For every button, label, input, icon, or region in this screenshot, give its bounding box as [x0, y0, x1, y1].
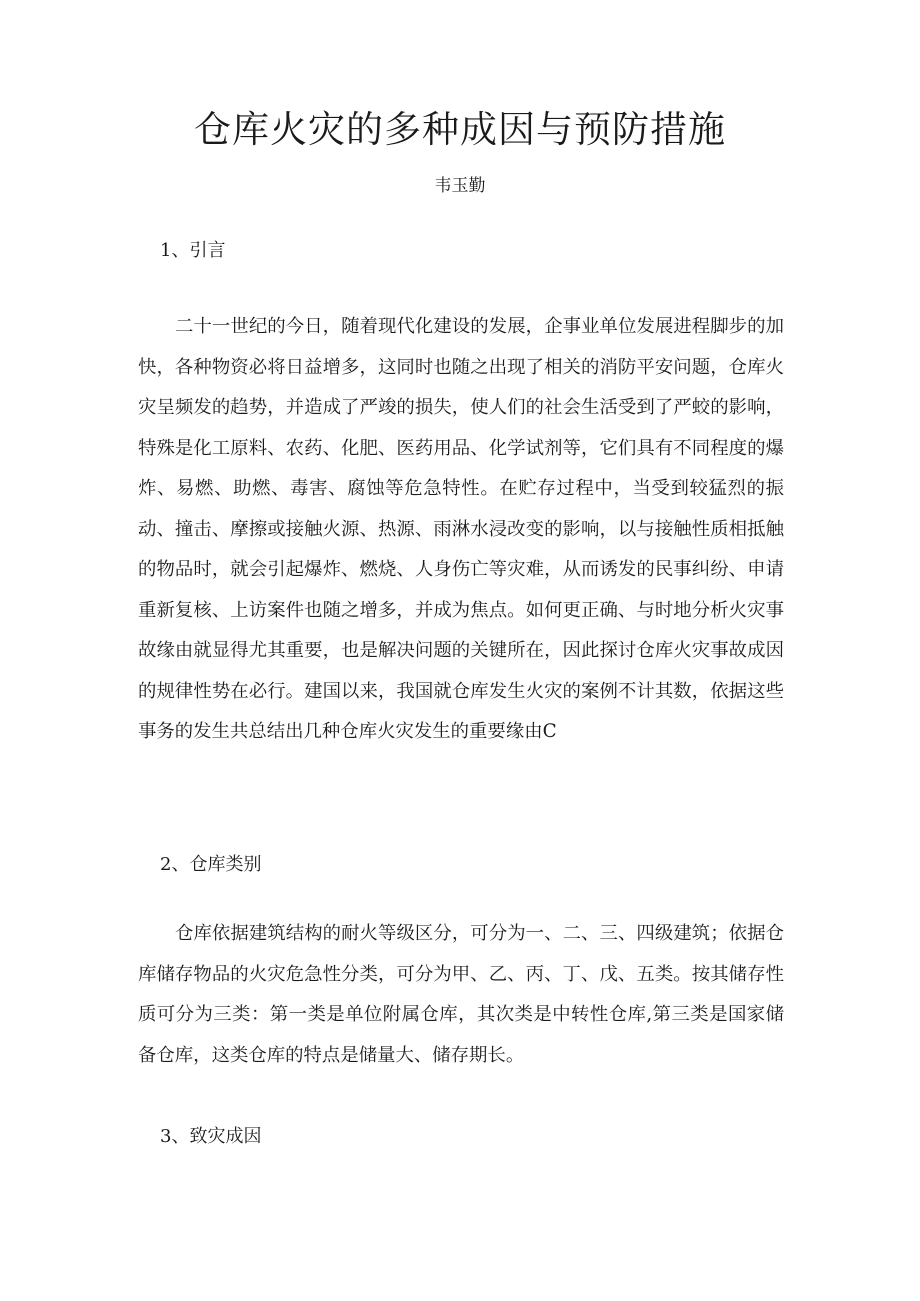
section-heading-fire-causes: 3、致灾成因 [160, 1126, 262, 1147]
author-name: 韦玉勤 [434, 176, 486, 196]
section-paragraph-warehouse-types: 仓库依据建筑结构的耐火等级区分，可分为一、二、三、四级建筑；依据仓库储存物品的火灾危急性分类，可分为甲、乙、丙、丁、戊、五类。按其储存性质可分为三类：第一类是单位附属仓库，其次类是中转性仓库,第三类是国家储备仓库，这类仓库的特点是储量大、储存期长。 [138, 923, 784, 1066]
document-title: 仓库火灾的多种成因与预防措施 [194, 108, 726, 151]
section-heading-warehouse-types: 2、仓库类别 [160, 854, 262, 875]
section-heading-introduction: 1、引言 [160, 240, 226, 261]
section-paragraph-introduction: 二十一世纪的今日，随着现代化建设的发展，企事业单位发展进程脚步的加快，各种物资必将日益增多，这同时也随之出现了相关的消防平安问题，仓库火灾呈频发的趋势，并造成了严竣的损失，使人们的社会生活受到了严蛟的影响，特殊是化工原料、农药、化肥、医药用品、化学试剂等，它们具有不同程度的爆炸、易燃、助燃、毒害、腐蚀等危急特性。在贮存过程中，当受到较猛烈的振动、撞击、摩擦或接触火源、热源、雨淋水浸改变的影响，以与接触性质相抵触的物品时，就会引起爆炸、燃烧、人身伤亡等灾难，从而诱发的民事纠纷、申请重新复核、上访案件也随之增多，并成为焦点。如何更正确、与时地分析火灾事故缘由就显得尤其重要，也是解决问题的关键所在，因此探讨仓库火灾事故成因的规律性势在必行。建国以来，我国就仓库发生火灾的案例不计其数，依据这些事务的发生共总结出几种仓库火灾发生的重要缘由C [138, 316, 784, 742]
